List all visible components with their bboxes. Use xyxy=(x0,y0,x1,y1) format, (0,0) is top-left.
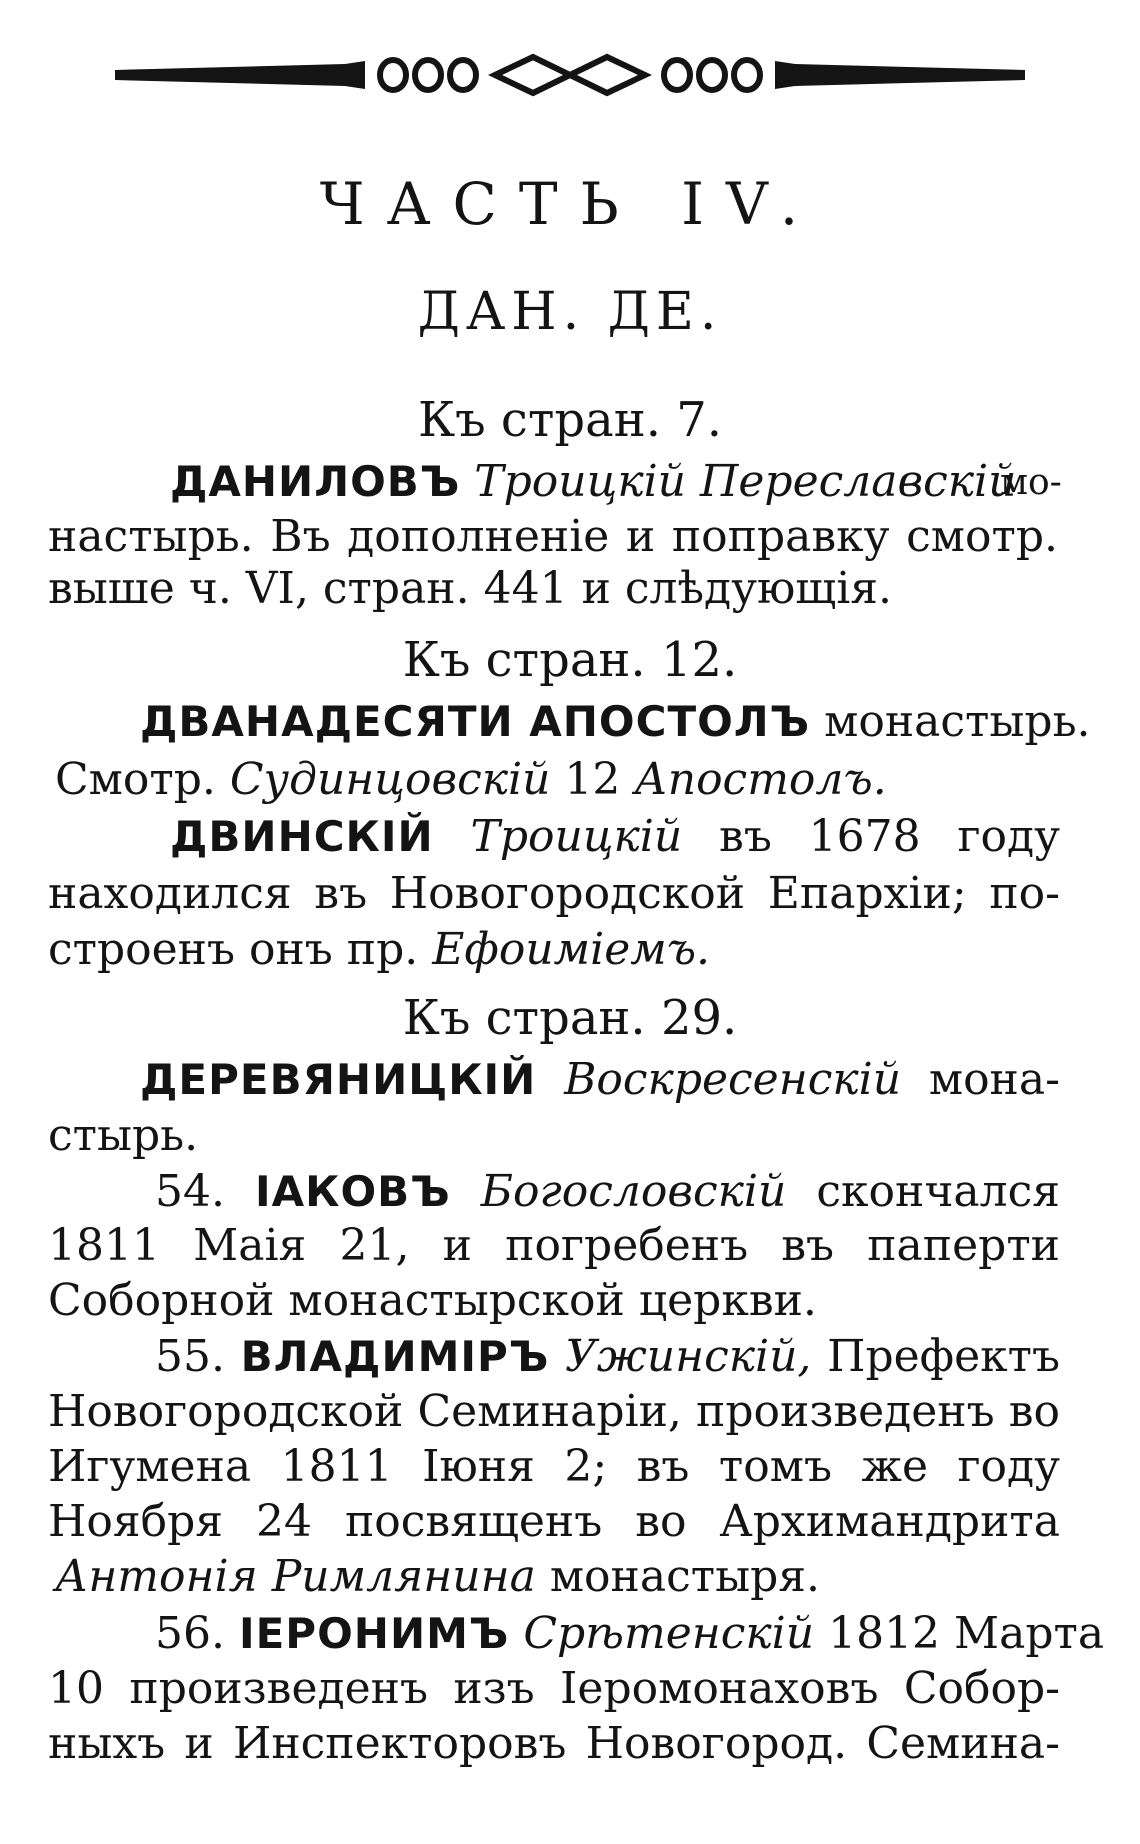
entry-name: ДВИНСКІЙ xyxy=(170,812,434,861)
entry-number: 55. xyxy=(155,1331,225,1382)
entry-dvinskiy-line xyxy=(170,811,1060,862)
text-fragment: строенъ онъ пр. xyxy=(48,924,419,975)
text-line: находился въ Новогородской Епархіи; по- xyxy=(48,868,1060,919)
monastery-name: Срѣтенскій xyxy=(523,1608,815,1659)
text-line: Ноября 24 посвященъ во Архимандрита xyxy=(48,1496,1060,1547)
text-line: настырь. Въ дополненіе и поправку смотр. xyxy=(48,511,1058,562)
text-line: ныхъ и Инспекторовъ Новогород. Семина- xyxy=(48,1718,1060,1769)
entry-number: 54. xyxy=(155,1166,225,1217)
entry-name: ДВАНАДЕСЯТИ АПОСТОЛЪ xyxy=(140,697,811,746)
entry-name: ДЕРЕВЯНИЦКІЙ xyxy=(140,1055,537,1104)
text-fragment: монастыря. xyxy=(549,1551,820,1602)
text-line: Соборной монастырской церкви. xyxy=(48,1275,817,1326)
monastery-name: Троицкій Переславскій xyxy=(474,456,1017,507)
text-fragment: Смотр. xyxy=(55,754,216,805)
ornament-rule xyxy=(115,50,1025,100)
entry-name: ДАНИЛОВЪ xyxy=(170,457,461,506)
text-line xyxy=(55,754,887,805)
entry-number: 56. xyxy=(155,1608,225,1659)
entry-name: ІАКОВЪ xyxy=(255,1167,451,1216)
entry-54-line xyxy=(155,1166,1060,1217)
page-range-heading: ДАН. ДЕ. xyxy=(417,282,723,342)
text-fragment: въ 1678 году xyxy=(719,811,1060,862)
text-line: 10 произведенъ изъ Іеромонаховъ Собор- xyxy=(48,1663,1060,1714)
monastery-name: Воскресенскій xyxy=(564,1054,902,1105)
text-line xyxy=(48,924,711,975)
entry-55-line xyxy=(155,1331,1060,1382)
part-title: ЧАСТЬ IV. xyxy=(319,170,821,238)
page-reference: Къ стран. 12. xyxy=(402,632,738,688)
text-line: выше ч. VI, стран. 441 и слѣдующія. xyxy=(48,563,893,614)
hyphen-fragment: мо- xyxy=(1000,462,1062,503)
text-fragment: 1812 Марта xyxy=(828,1608,1105,1659)
monastery-name: Ужинскій, xyxy=(564,1331,812,1382)
text-line xyxy=(55,1551,820,1602)
monastery-name: Троицкій xyxy=(470,811,683,862)
entry-56-line xyxy=(155,1608,1105,1659)
text-line: стырь. xyxy=(48,1110,199,1161)
entry-danilov-line xyxy=(170,456,1017,507)
monastery-name: Апостолъ. xyxy=(634,754,887,805)
monastery-name: Антонія Римлянина xyxy=(55,1551,536,1602)
text-fragment: Префектъ xyxy=(827,1331,1060,1382)
text-line: Новогородской Семинаріи, произведенъ во xyxy=(48,1386,1060,1437)
text-line: 1811 Маія 21, и погребенъ въ паперти xyxy=(48,1220,1060,1271)
text-fragment: скончался xyxy=(816,1166,1060,1217)
text-line: Игумена 1811 Іюня 2; въ томъ же году xyxy=(48,1441,1060,1492)
monastery-name: Богословскій xyxy=(480,1166,787,1217)
text-fragment: мона- xyxy=(928,1054,1060,1105)
text-fragment: монастырь. xyxy=(824,696,1091,747)
page-reference: Къ стран. 29. xyxy=(402,990,738,1046)
entry-derevyanitskiy-line xyxy=(140,1054,1060,1105)
person-name: Ефоиміемъ. xyxy=(432,924,711,975)
entry-name: ВЛАДИМІРЪ xyxy=(240,1332,550,1381)
entry-name: ІЕРОНИМЪ xyxy=(238,1609,510,1658)
entry-dvanadesyati-line xyxy=(140,696,1091,747)
page-reference: Къ стран. 7. xyxy=(417,392,723,448)
text-fragment: 12 xyxy=(564,754,621,805)
monastery-name: Судинцовскій xyxy=(229,754,551,805)
